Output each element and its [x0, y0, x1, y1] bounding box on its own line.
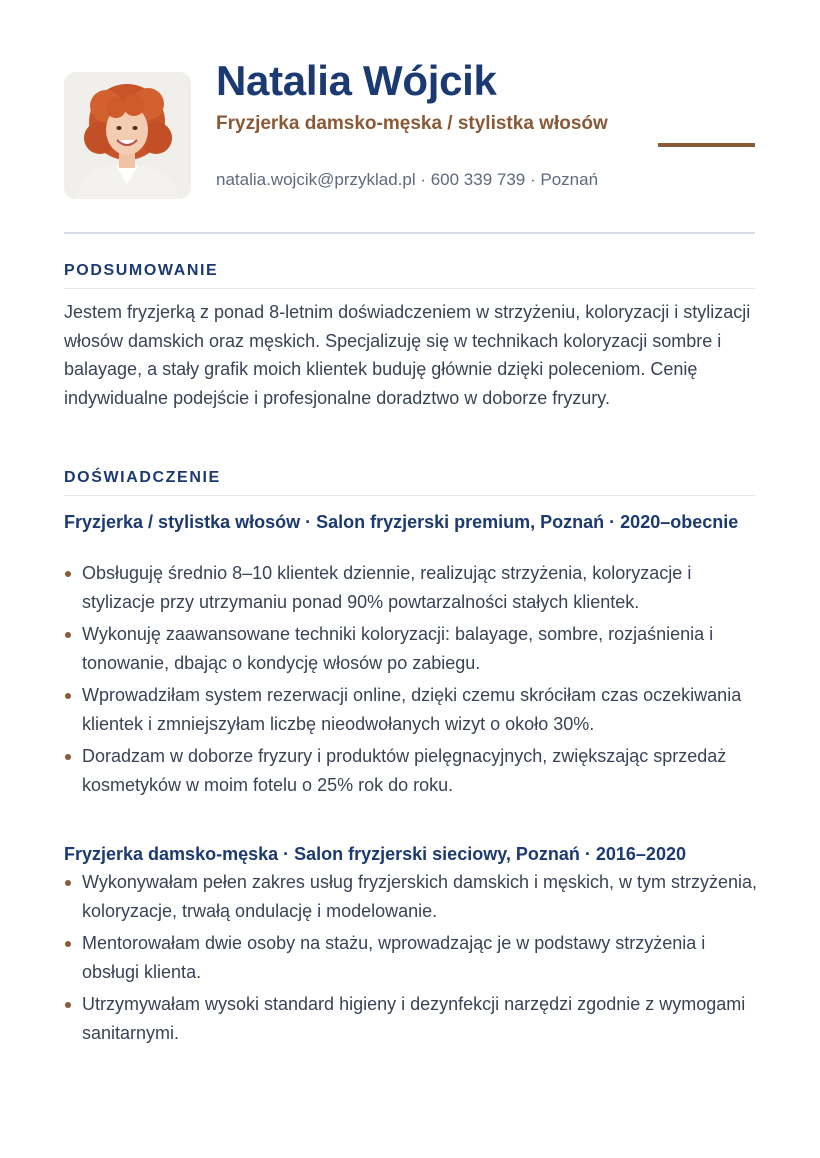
job-bullets — [64, 559, 758, 803]
bullet-dot — [65, 1002, 71, 1008]
bullet-dot — [65, 632, 71, 638]
bullet-dot — [65, 880, 71, 886]
bullet-text: Wykonywałam pełen zakres usług fryzjerskich damskich i męskich, w tym strzyżenia, koloryzacje, trwałą ondulację i modelowanie. — [82, 872, 758, 921]
list-item — [64, 620, 758, 677]
job-title: Fryzjerka damsko-męska · Salon fryzjerski sieciowy, Poznań · 2016–2020 — [64, 844, 686, 864]
list-item — [64, 559, 758, 616]
summary-divider — [64, 288, 755, 289]
bullet-dot — [65, 693, 71, 699]
experience-divider — [64, 495, 755, 496]
job-title: Fryzjerka / stylistka włosów · Salon fryzjerski premium, Poznań · 2020–obecnie — [64, 512, 739, 532]
profile-photo — [64, 72, 191, 199]
bullet-text: Doradzam w doborze fryzury i produktów pielęgnacyjnych, zwiększając sprzedaż kosmetyków w moim fotelu o 25% rok do roku. — [82, 746, 727, 795]
accent-bar — [658, 143, 755, 147]
list-item — [64, 681, 758, 738]
bullet-text: Utrzymywałam wysoki standard higieny i dezynfekcji narzędzi zgodnie z wymogami sanitarnymi. — [82, 994, 746, 1043]
bullet-text: Wprowadziłam system rezerwacji online, dzięki czemu skróciłam czas oczekiwania klientek i zmniejszyłam liczbę nieodwołanych wizyt o około 30%. — [82, 685, 742, 734]
contact-info: natalia.wojcik@przyklad.pl · 600 339 739 · Poznań — [216, 170, 599, 189]
list-item — [64, 868, 758, 925]
bullet-dot — [65, 941, 71, 947]
bullet-dot — [65, 571, 71, 577]
list-item — [64, 929, 758, 986]
portrait-image — [64, 72, 191, 199]
bullet-text: Obsługuję średnio 8–10 klientek dziennie, realizując strzyżenia, koloryzacje i stylizacje przy utrzymaniu ponad 90% powtarzalności stałych klientek. — [82, 563, 692, 612]
summary-text: Jestem fryzjerką z ponad 8-letnim doświadczeniem w strzyżeniu, koloryzacji i stylizacji włosów damskich oraz męskich. Specjalizuję się w technikach koloryzacji sombre i balayage, a stały grafik moich klientek buduję głównie dzięki poleceniom. Cenię indywidualne podejście i profesjonalne doradztwo w doborze fryzury. — [64, 302, 751, 408]
candidate-name: Natalia Wójcik — [216, 57, 497, 104]
header-divider — [64, 232, 755, 234]
experience-heading: DOŚWIADCZENIE — [64, 469, 221, 486]
bullet-dot — [65, 754, 71, 760]
bullet-text: Wykonuję zaawansowane techniki koloryzacji: balayage, sombre, rozjaśnienia i tonowanie, dbając o kondycję włosów po zabiegu. — [82, 624, 714, 673]
bullet-text: Mentorowałam dwie osoby na stażu, wprowadzając je w podstawy strzyżenia i obsługi klienta. — [82, 933, 706, 982]
job-role: Fryzjerka damsko-męska / stylistka włosów — [216, 113, 608, 134]
job-bullets — [64, 868, 758, 1051]
list-item — [64, 742, 758, 799]
list-item — [64, 990, 758, 1047]
summary-heading: PODSUMOWANIE — [64, 262, 219, 279]
